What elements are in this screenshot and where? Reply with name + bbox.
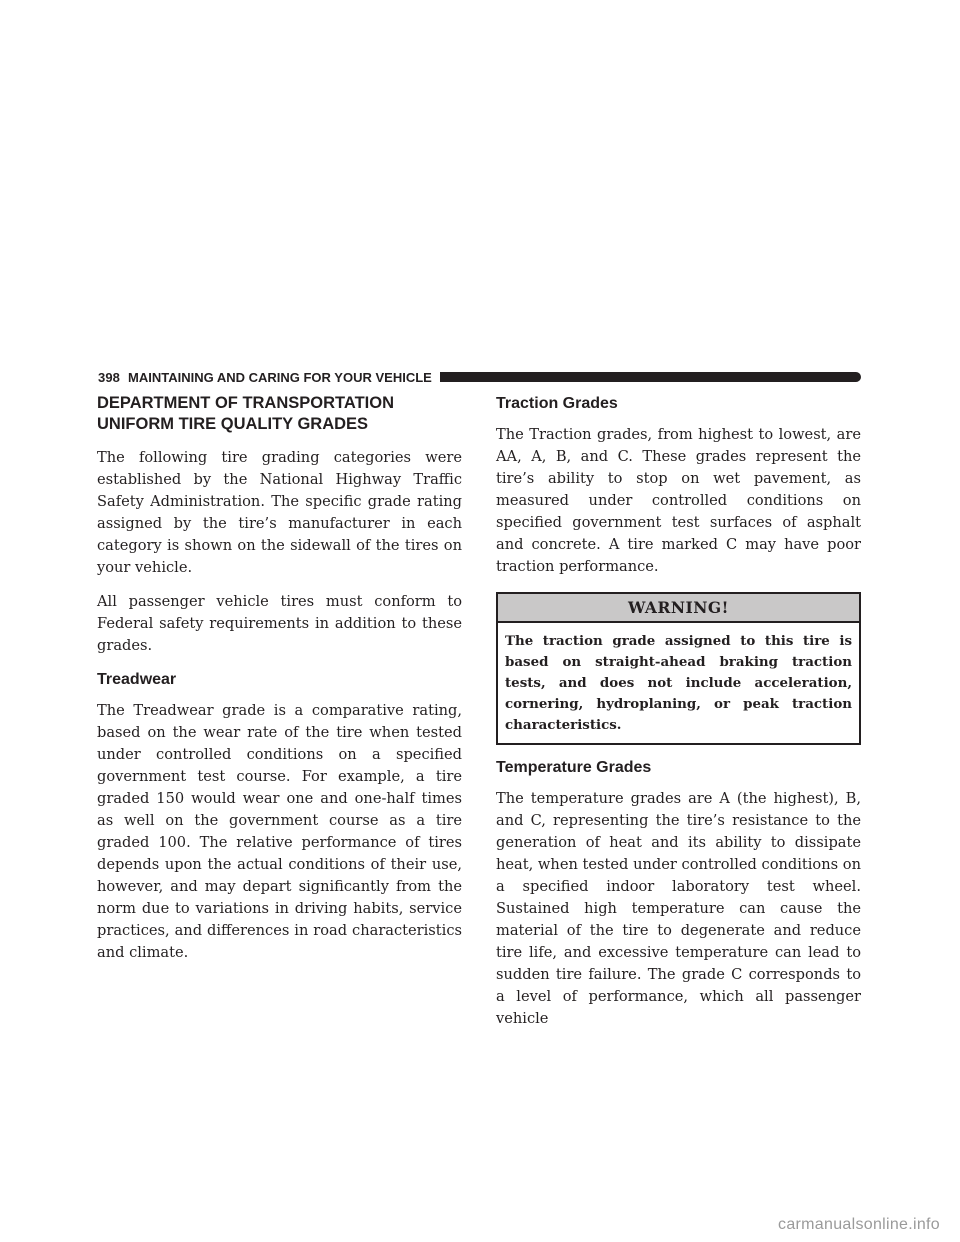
running-header bbox=[98, 368, 861, 386]
page-number: 398 bbox=[98, 369, 120, 385]
temperature-heading: Temperature Grades bbox=[496, 759, 652, 776]
traction-heading: Traction Grades bbox=[496, 395, 618, 412]
federal-paragraph: All passenger vehicle tires must conform to Federal safety requirements in addition to these grades. bbox=[97, 593, 462, 654]
section-heading: DEPARTMENT OF TRANSPORTATION UNIFORM TIRE QUALITY GRADES bbox=[97, 394, 394, 433]
treadwear-paragraph: The Treadwear grade is a comparative rating, based on the wear rate of the tire when tested under controlled conditions on a specified government test course. For example, a tire graded 150 would wear one and one-half times as well on the government course as a tire graded 100. The relative performance of tires depends upon the actual conditions of their use, however, and may depart significantly from the norm due to variations in driving habits, service practices, and differences in road characteristics and climate. bbox=[97, 702, 462, 961]
intro-paragraph: The following tire grading categories were established by the National Highway Traffic Safety Administration. The specific grade rating assigned by the tire’s manufacturer in each category is shown on the sidewall of the tires on your vehicle. bbox=[97, 449, 462, 576]
watermark: carmanualsonline.info bbox=[778, 1216, 940, 1233]
left-column bbox=[97, 393, 462, 976]
right-column bbox=[496, 393, 861, 1042]
warning-title: WARNING! bbox=[498, 594, 859, 623]
chapter-title: MAINTAINING AND CARING FOR YOUR VEHICLE bbox=[128, 369, 432, 385]
header-rule bbox=[440, 372, 861, 382]
warning-text: The traction grade assigned to this tire is based on straight-ahead braking traction tests, and does not include acceleration, cornering, hydroplaning, or peak traction characteristics. bbox=[505, 633, 852, 733]
treadwear-heading: Treadwear bbox=[97, 671, 177, 688]
temperature-paragraph: The temperature grades are A (the highest), B, and C, representing the tire’s resistance to the generation of heat and its ability to dissipate heat, when tested under controlled conditions on a specified indoor laboratory test wheel. Sustained high temperature can cause the material of the tire to degenerate and reduce tire life, and excessive temperature can lead to sudden tire failure. The grade C corresponds to a level of performance, which all passenger vehicle bbox=[496, 790, 861, 1027]
warning-box bbox=[496, 592, 861, 745]
traction-paragraph: The Traction grades, from highest to lowest, are AA, A, B, and C. These grades represent the tire’s ability to stop on wet pavement, as measured under controlled conditions on specified government test surfaces of asphalt and concrete. A tire marked C may have poor traction performance. bbox=[496, 426, 861, 575]
